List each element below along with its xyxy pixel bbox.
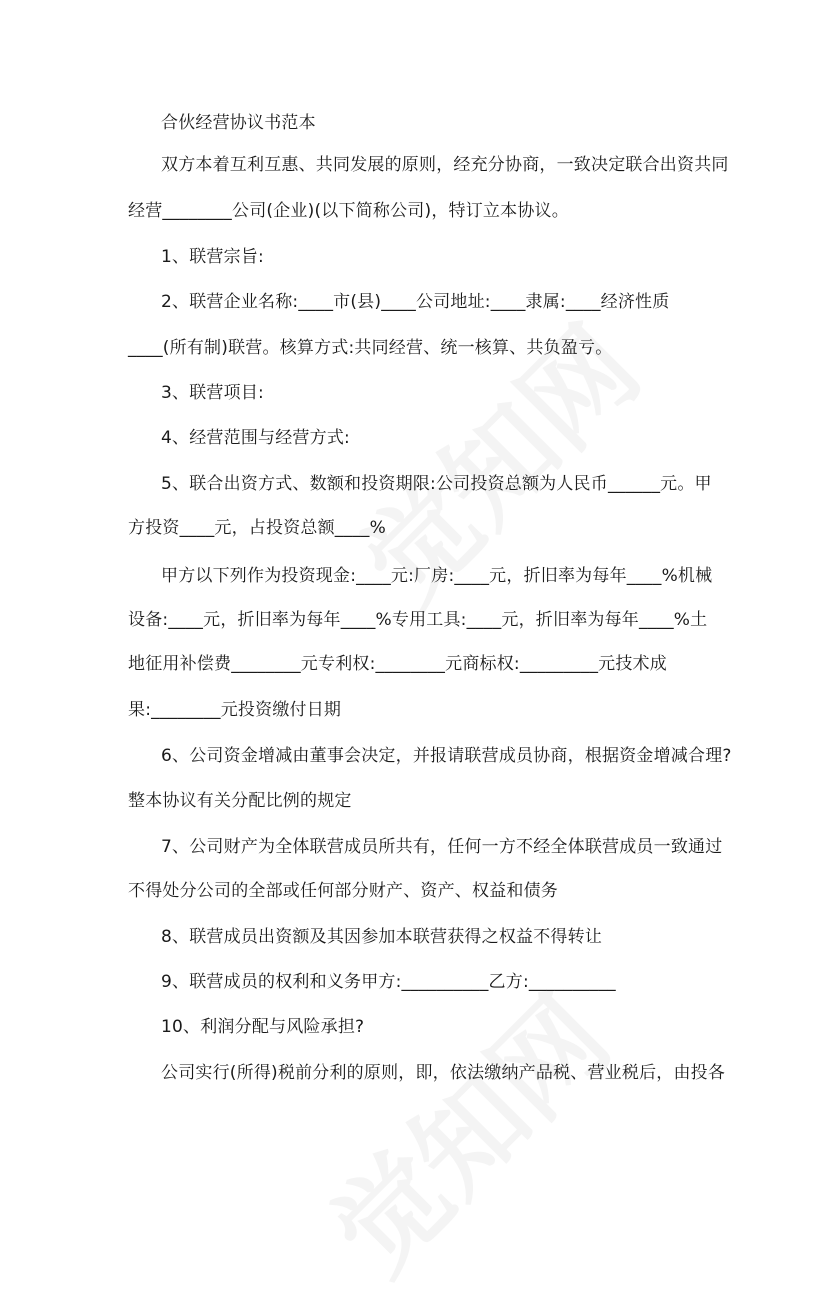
paragraph-line: ____(所有制)联营。核算方式:共同经营、统一核算、共负盈亏。 [128, 338, 613, 358]
paragraph-line: 不得处分公司的全部或任何部分财产、资产、权益和债务 [128, 881, 558, 901]
paragraph-line: 设备:____元，折旧率为每年____%专用工具:____元，折旧率为每年____%土 [128, 610, 708, 630]
paragraph-line: 整本协议有关分配比例的规定 [128, 791, 352, 811]
paragraph-line: 果:________元投资缴付日期 [128, 700, 342, 720]
paragraph-line: 7、公司财产为全体联营成员所共有，任何一方不经全体联营成员一致通过 [161, 837, 723, 857]
clause-heading: 3、联营项目: [161, 383, 264, 403]
clause-heading: 4、经营范围与经营方式: [161, 428, 350, 448]
paragraph-line: 2、联营企业名称:____市(县)____公司地址:____隶属:____经济性质 [161, 292, 670, 312]
paragraph-line: 公司实行(所得)税前分利的原则，即，依法缴纳产品税、营业税后，由投各 [161, 1063, 726, 1083]
paragraph-line: 方投资____元，占投资总额____% [128, 518, 386, 538]
document-title: 合伙经营协议书范本 [161, 113, 316, 133]
paragraph-line: 5、联合出资方式、数额和投资期限:公司投资总额为人民币______元。甲 [161, 474, 712, 494]
clause-heading: 10、利润分配与风险承担? [161, 1017, 365, 1037]
paragraph-line: 地征用补偿费________元专利权:________元商标权:_________元技术成 [128, 654, 667, 674]
paragraph-line: 9、联营成员的权利和义务甲方:__________乙方:__________ [161, 972, 616, 992]
paragraph-line: 8、联营成员出资额及其因参加本联营获得之权益不得转让 [161, 927, 603, 947]
clause-heading: 1、联营宗旨: [161, 247, 264, 267]
paragraph-line: 双方本着互利互惠、共同发展的原则，经充分协商，一致决定联合出资共同 [161, 155, 729, 175]
watermark [292, 956, 637, 1301]
paragraph-line: 经营________公司(企业)(以下简称公司)，特订立本协议。 [128, 201, 569, 221]
paragraph-line: 甲方以下列作为投资现金:____元:厂房:____元，折旧率为每年____%机械 [161, 566, 713, 586]
paragraph-line: 6、公司资金增减由董事会决定，并报请联营成员协商，根据资金增减合理? [161, 746, 732, 766]
